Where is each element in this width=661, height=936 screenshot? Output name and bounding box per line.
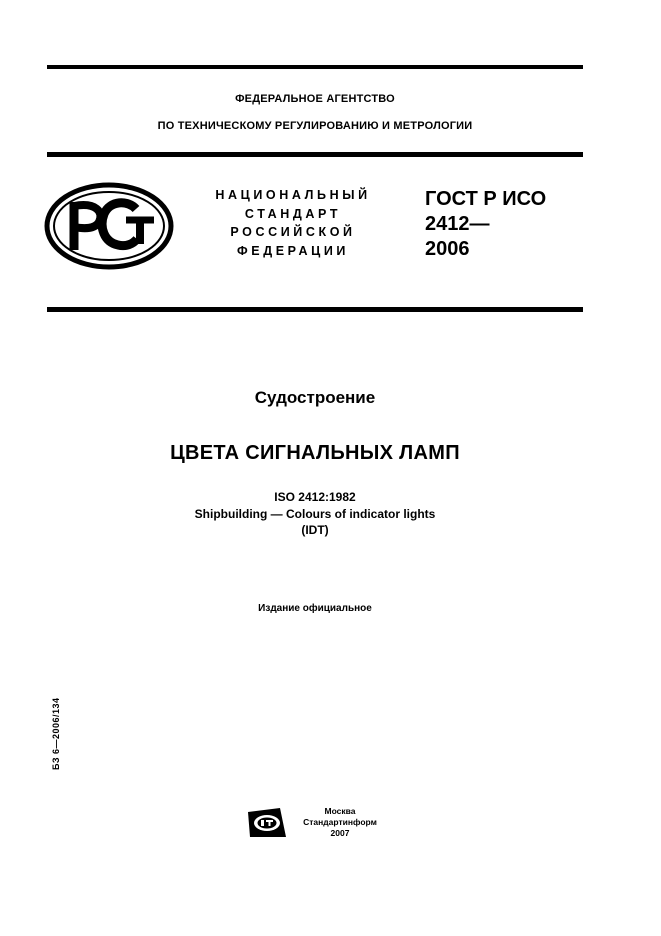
document-title: ЦВЕТА СИГНАЛЬНЫХ ЛАМП [170,442,460,464]
agency-line-1: ФЕДЕРАЛЬНОЕ АГЕНТСТВО [235,93,395,105]
designation-line: 2412— [425,213,490,235]
national-standard-line: НАЦИОНАЛЬНЫЙ [215,188,371,202]
national-standard-line: ФЕДЕРАЦИИ [236,243,349,258]
iso-number: ISO 2412:1982 [274,490,356,504]
iso-reference [47,489,583,539]
designation-line: ГОСТ Р ИСО [425,188,547,210]
standartinform-logo-icon [246,806,288,839]
agency-line-2: ПО ТЕХНИЧЕСКОМУ РЕГУЛИРОВАНИЮ И МЕТРОЛОГИИ [157,120,473,132]
publisher-city: Москва [324,806,356,816]
national-standard-block [198,186,388,260]
section-rule [47,307,583,312]
publisher-year: 2007 [330,828,350,838]
side-code: БЗ 6—2006/134 [51,697,61,770]
rst-gost-emblem-icon [44,182,174,270]
edition-label: Издание официальное [258,603,372,614]
iso-english-title: Shipbuilding — Colours of indicator lights [194,506,436,521]
top-rule [47,65,583,69]
header-rule [47,152,583,157]
standard-designation [425,187,546,262]
designation-line: 2006 [425,238,470,260]
publisher-name: Стандартинформ [303,817,377,827]
publisher-info [290,806,390,839]
national-standard-line: СТАНДАРТ [244,206,342,221]
subject-heading: Судостроение [254,388,376,407]
national-standard-line: РОССИЙСКОЙ [230,225,356,239]
iso-equivalence: (IDT) [301,523,329,537]
